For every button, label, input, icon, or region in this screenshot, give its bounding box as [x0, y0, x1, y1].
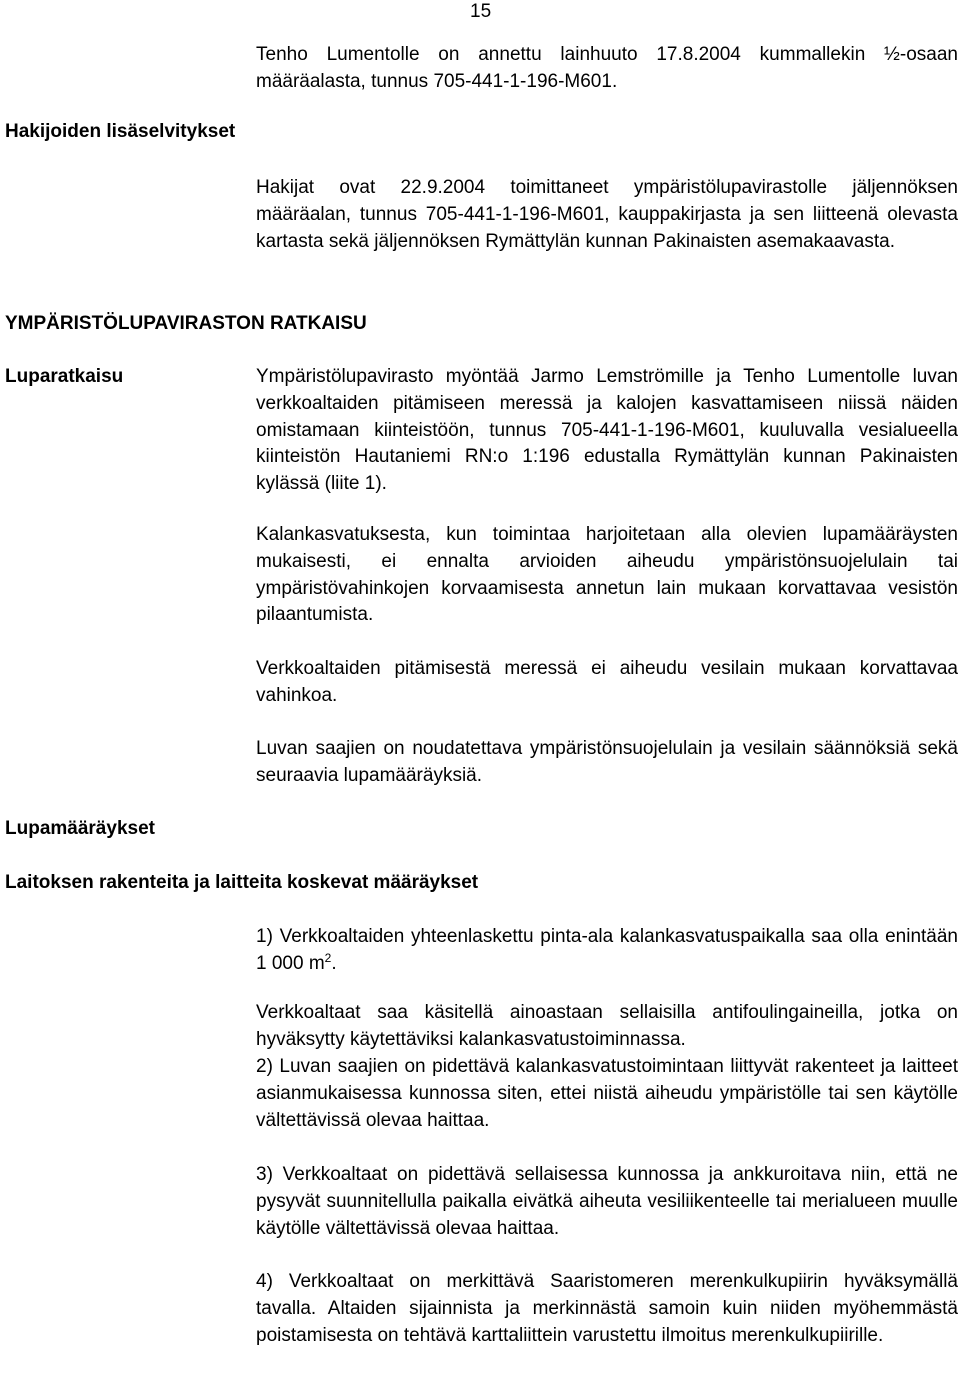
page-number: 15 [470, 1, 492, 22]
paragraph-hakijat: Hakijat ovat 22.9.2004 toimittaneet ympäristölupavirastolle jäljennöksen määräalan, tunnus 705-441-1-196-M601, kauppakirjasta ja sen liitteenä olevasta kartasta sekä jäljennöksen Rymättylän kunnan Pakinaisten asemakaavasta. [256, 177, 958, 252]
paragraph-maarays-2: 2) Luvan saajien on pidettävä kalankasvatustoimintaan liittyvät rakenteet ja laitteet asianmukaisessa kunnossa siten, ettei niistä aiheudu ympäristölle tai sen käytölle vältettävissä olevaa haittaa. [256, 1056, 958, 1131]
maarays-1-text: 1) Verkkoaltaiden yhteenlaskettu pinta-ala kalankasvatuspaikalla saa olla enintään 1 000 m [256, 926, 958, 974]
heading-laitoksen-rakenteet: Laitoksen rakenteita ja laitteita koskevat määräykset [5, 872, 479, 893]
heading-luparatkaisu: Luparatkaisu [5, 366, 124, 387]
maarays-1-end: . [331, 952, 337, 974]
paragraph-maarays-4: 4) Verkkoaltaat on merkittävä Saaristomeren merenkulkupiirin hyväksymällä tavalla. Altaiden sijainnista ja merkinnästä samoin kuin niiden myöhemmästä poistamisesta on tehtävä karttaliittein varustettu ilmoitus merenkulkupiirille. [256, 1271, 958, 1346]
paragraph-verkkoaltaat-vahinko: Verkkoaltaiden pitämisestä meressä ei aiheudu vesilain mukaan korvattavaa vahinkoa. [256, 658, 958, 706]
paragraph-antifouling: Verkkoaltaat saa käsitellä ainoastaan sellaisilla antifoulingaineilla, jotka on hyväksytty käytettäviksi kalankasvatustoiminnassa. [256, 1002, 958, 1050]
superscript-2: 2 [324, 950, 332, 965]
heading-hakijoiden-lisaselvitykset: Hakijoiden lisäselvitykset [5, 121, 236, 142]
paragraph-maarays-3: 3) Verkkoaltaat on pidettävä sellaisessa kunnossa ja ankkuroitava niin, että ne pysyvät suunnitellulla paikalla eivätkä aiheuta vesiliikenteelle tai merialueen muulle käytölle vältettävissä olevaa haittaa. [256, 1164, 958, 1239]
paragraph-lainhuuto: Tenho Lumentolle on annettu lainhuuto 17.8.2004 kummallekin ½-osaan määräalasta, tunnus 705-441-1-196-M601. [256, 44, 958, 92]
paragraph-saannokset: Luvan saajien on noudatettava ympäristönsuojelulain ja vesilain säännöksiä sekä seuraavia lupamääräyksiä. [256, 738, 958, 786]
paragraph-luparatkaisu: Ympäristölupavirasto myöntää Jarmo Lemströmille ja Tenho Lumentolle luvan verkkoaltaiden pitämiseen meressä ja kalojen kasvattamiseen niissä näiden omistamaan kiinteistöön, tunnus 705-441-1-196-M601, kuuluvalla vesialueella kiinteistön Hautaniemi RN:o 1:196 edustalla Rymättylän kunnan Pakinaisten kylässä (liite 1). [256, 366, 958, 495]
heading-lupamaaraykset: Lupamääräykset [5, 818, 155, 839]
paragraph-maarays-1 [256, 924, 958, 978]
paragraph-kalankasvatus: Kalankasvatuksesta, kun toimintaa harjoitetaan alla olevien lupamääräysten mukaisesti, ei ennalta arvioiden aiheudu ympäristönsuojelulain tai ympäristövahinkojen korvaamisesta annetun lain mukaan korvattavaa vesistön pilaantumista. [256, 524, 958, 626]
heading-ymparistolupaviraston-ratkaisu: YMPÄRISTÖLUPAVIRASTON RATKAISU [5, 313, 367, 334]
